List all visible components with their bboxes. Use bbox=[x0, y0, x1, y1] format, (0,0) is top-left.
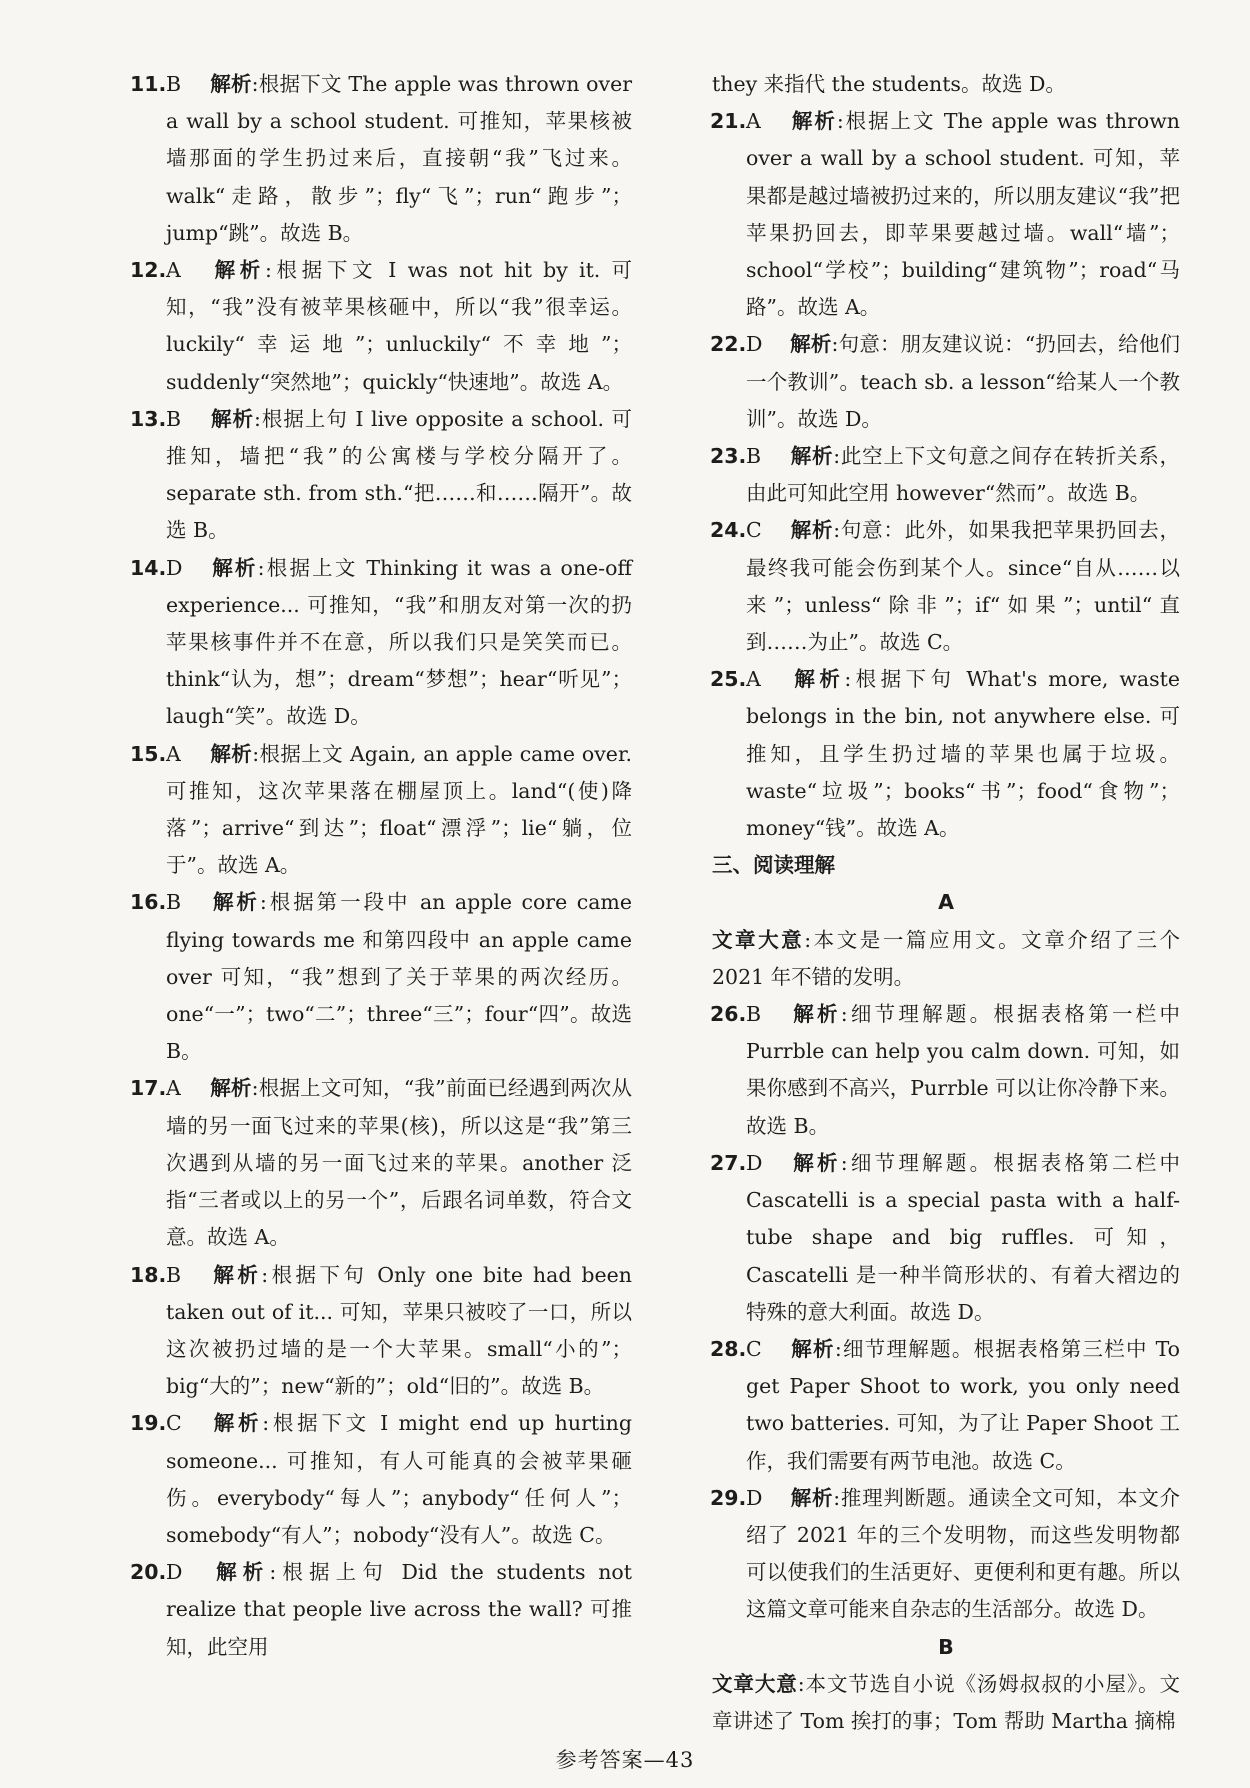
analysis-text: :句意：此外，如果我把苹果扔回去，最终我可能会伤到某个人。since“自从……以来”；unless“除非”；if“如果”；until“直到……为止”。故选 C。 bbox=[746, 518, 1181, 655]
analysis-text: :根据第一段中 an apple core came flying towards me 和第四段中 an apple came over 可知，“我”想到了关于苹果的两次经历。one“一”；two“二”；three“三”；four“四”。故选 B。 bbox=[166, 890, 632, 1064]
question-number: 26. bbox=[710, 1002, 747, 1027]
answer-item bbox=[132, 401, 632, 550]
answer-item bbox=[712, 512, 1180, 661]
answer-letter: D bbox=[166, 555, 183, 580]
answer-letter: A bbox=[166, 258, 181, 283]
answer-letter: D bbox=[166, 1560, 183, 1585]
question-number: 11. bbox=[130, 72, 167, 96]
answer-item bbox=[712, 996, 1180, 1145]
analysis-label: 解析 bbox=[210, 72, 252, 96]
analysis-text: :根据上文 Again, an apple came over. 可推知，这次苹果落在棚屋顶上。land“(使)降落”；arrive“到达”；float“漂浮”；lie“躺，位于”。故选 A。 bbox=[166, 741, 633, 878]
answer-list-b bbox=[712, 996, 1180, 1628]
answer-item bbox=[132, 66, 632, 252]
answer-item bbox=[132, 884, 632, 1070]
analysis-label: 解析 bbox=[210, 741, 253, 766]
analysis-text: :根据下句 Only one bite had been taken out of it... 可知，苹果只被咬了一口，所以这次被扔过墙的是一个大苹果。small“小的”；big“大的”；new“新的”；old“旧的”。故选 B。 bbox=[166, 1262, 633, 1399]
answer-letter: A bbox=[746, 667, 761, 692]
question-number: 19. bbox=[130, 1411, 167, 1436]
answer-letter: D bbox=[746, 1485, 763, 1510]
analysis-text: :根据下文 I was not hit by it. 可知，“我”没有被苹果核砸中，所以“我”很幸运。luckily“幸运地”；unluckily“不幸地”；suddenly“突然地”；quickly“快速地”。故选 A。 bbox=[166, 258, 632, 394]
analysis-text: :细节理解题。根据表格第二栏中 Cascatelli is a special pasta with a half-tube shape and big ruffles. 可知，Cascatelli 是一种半筒形状的、有着大褶边的特殊的意大利面。故选 D。 bbox=[746, 1150, 1181, 1324]
answer-item bbox=[712, 438, 1180, 512]
analysis-text: :细节理解题。根据表格第三栏中 To get Paper Shoot to work, you only need two batteries. 可知，为了让 Paper Shoot 工作，我们需要有两节电池。故选 C。 bbox=[746, 1336, 1181, 1473]
answer-letter: A bbox=[166, 1076, 181, 1101]
summary-b-text: :本文节选自小说《汤姆叔叔的小屋》。文章讲述了 Tom 挨打的事；Tom 帮助 Martha 摘棉 bbox=[712, 1671, 1181, 1733]
answer-content bbox=[166, 1560, 632, 1658]
answer-letter: B bbox=[166, 72, 182, 96]
answer-letter: B bbox=[746, 1002, 762, 1027]
analysis-text: :推理判断题。通读全文可知，本文介绍了 2021 年的三个发明物，而这些发明物都可以使我们的生活更好、更便利和更有趣。所以这篇文章可能来自杂志的生活部分。故选 D。 bbox=[746, 1485, 1181, 1622]
analysis-label: 解析 bbox=[790, 444, 834, 469]
analysis-label: 解析 bbox=[790, 1485, 834, 1510]
answer-content bbox=[166, 258, 632, 394]
answer-content bbox=[746, 109, 1180, 319]
analysis-label: 解析 bbox=[210, 1076, 252, 1101]
question-number: 17. bbox=[130, 1076, 167, 1101]
answer-item bbox=[132, 1257, 632, 1406]
answer-content bbox=[746, 1151, 1180, 1324]
answer-letter: D bbox=[746, 1150, 763, 1175]
summary-b bbox=[712, 1666, 1180, 1740]
analysis-label: 解析 bbox=[790, 1150, 841, 1175]
answer-item bbox=[712, 661, 1180, 847]
analysis-label: 解析 bbox=[790, 518, 834, 543]
analysis-text: :根据上句 I live opposite a school. 可推知，墙把“我”的公寓楼与学校分隔开了。separate sth. from sth.“把……和……隔开”。故选 B。 bbox=[166, 406, 632, 543]
answer-content bbox=[746, 667, 1180, 840]
answer-content bbox=[746, 1002, 1180, 1138]
answer-content bbox=[166, 1263, 632, 1399]
answer-letter: C bbox=[746, 518, 762, 543]
summary-b-label: 文章大意 bbox=[712, 1671, 798, 1696]
analysis-text: :此空上下文句意之间存在转折关系，由此可知此空用 however“然而”。故选 B。 bbox=[746, 444, 1181, 506]
answer-list-a bbox=[712, 103, 1180, 847]
page-footer: 参考答案—43 bbox=[555, 1748, 695, 1772]
analysis-label: 解析 bbox=[210, 890, 260, 915]
summary-a-text: :本文是一篇应用文。文章介绍了三个 2021 年不错的发明。 bbox=[712, 927, 1180, 989]
answer-content bbox=[746, 444, 1180, 505]
analysis-text: :根据上文可知，“我”前面已经遇到两次从墙的另一面飞过来的苹果(核)，所以这是“我”第三次遇到从墙的另一面飞过来的苹果。another 泛指“三者或以上的另一个”，后跟名词单数，符合文意。故选 A。 bbox=[166, 1076, 633, 1250]
question-number: 15. bbox=[130, 741, 167, 766]
answer-letter: D bbox=[746, 332, 763, 357]
answer-letter: C bbox=[166, 1411, 182, 1436]
answer-content bbox=[746, 332, 1180, 430]
question-number: 12. bbox=[130, 258, 167, 283]
answer-content bbox=[746, 1486, 1180, 1622]
question-number: 20. bbox=[130, 1560, 167, 1585]
part-a-heading: A bbox=[938, 890, 954, 915]
summary-a-label: 文章大意 bbox=[712, 927, 805, 952]
analysis-text: :根据上文 Thinking it was a one-off experience... 可推知，“我”和朋友对第一次的扔苹果核事件并不在意，所以我们只是笑笑而已。think“认为，想”；dream“梦想”；hear“听见”；laugh“笑”。故选 D。 bbox=[166, 555, 632, 729]
right-column bbox=[712, 66, 1180, 1740]
analysis-text: :根据下文 I might end up hurting someone... 可推知，有人可能真的会被苹果砸伤。everybody“每人”；anybody“任何人”；somebody“有人”；nobody“没有人”。故选 C。 bbox=[166, 1411, 632, 1547]
analysis-label: 解析 bbox=[790, 109, 837, 134]
answer-item bbox=[712, 1480, 1180, 1629]
analysis-text: :根据下文 The apple was thrown over a wall by a school student. 可推知，苹果核被墙那面的学生扔过来后，直接朝“我”飞过来。walk“走路，散步”；fly“飞”；run“跑步”；jump“跳”。故选 B。 bbox=[166, 72, 633, 245]
answer-letter: A bbox=[746, 109, 761, 134]
part-b-heading: B bbox=[938, 1634, 954, 1659]
analysis-text: :根据上文 The apple was thrown over a wall by a school student. 可知，苹果都是越过墙被扔过来的，所以朋友建议“我”把苹果扔回去，即苹果要越过墙。wall“墙”；school“学校”；building“建筑物”；road“马路”。故选 A。 bbox=[746, 109, 1180, 320]
analysis-label: 解析 bbox=[790, 667, 845, 692]
answer-item bbox=[712, 326, 1180, 438]
analysis-label: 解析 bbox=[790, 332, 832, 357]
answer-content bbox=[166, 890, 632, 1063]
question-number: 22. bbox=[710, 332, 747, 357]
question-number: 25. bbox=[710, 667, 747, 692]
answer-item bbox=[132, 252, 632, 401]
analysis-label: 解析 bbox=[210, 1560, 270, 1585]
answer-item bbox=[712, 103, 1180, 326]
question-number: 18. bbox=[130, 1262, 167, 1287]
answer-item bbox=[132, 736, 632, 885]
analysis-text: :句意：朋友建议说：“扔回去，给他们一个教训”。teach sb. a lesson“给某人一个教训”。故选 D。 bbox=[746, 332, 1181, 431]
answer-content bbox=[166, 72, 632, 245]
answer-item bbox=[132, 1070, 632, 1256]
analysis-label: 解析 bbox=[210, 1411, 263, 1436]
answer-content bbox=[166, 1411, 632, 1547]
analysis-label: 解析 bbox=[210, 406, 254, 431]
left-column bbox=[132, 66, 632, 1666]
analysis-label: 解析 bbox=[790, 1002, 841, 1027]
question-number: 21. bbox=[710, 109, 747, 134]
answer-content bbox=[746, 518, 1180, 654]
analysis-label: 解析 bbox=[210, 258, 265, 283]
question-number: 24. bbox=[710, 518, 747, 543]
question-number: 13. bbox=[130, 406, 167, 431]
analysis-text: :根据上句 Did the students not realize that people live across the wall? 可推知，此空用 bbox=[166, 1560, 632, 1659]
answer-content bbox=[166, 407, 632, 543]
analysis-text: :细节理解题。根据表格第一栏中 Purrble can help you calm down. 可知，如果你感到不高兴，Purrble 可以让你冷静下来。故选 B。 bbox=[746, 1002, 1181, 1138]
question-number: 29. bbox=[710, 1485, 747, 1510]
summary-a bbox=[712, 922, 1180, 996]
answer-letter: B bbox=[166, 406, 182, 431]
answer-content bbox=[166, 556, 632, 729]
answer-content bbox=[166, 742, 632, 878]
question-number: 14. bbox=[130, 555, 167, 580]
answer-letter: C bbox=[746, 1336, 762, 1361]
answer-letter: B bbox=[746, 444, 762, 469]
analysis-label: 解析 bbox=[210, 1262, 262, 1287]
answer-item bbox=[132, 550, 632, 736]
answer-item bbox=[712, 1331, 1180, 1480]
answer-content bbox=[166, 1076, 632, 1249]
analysis-text: :根据下句 What's more, waste belongs in the bin, not anywhere else. 可推知，且学生扔过墙的苹果也属于垃圾。waste“垃圾”；books“书”；food“食物”；money“钱”。故选 A。 bbox=[746, 667, 1181, 841]
analysis-label: 解析 bbox=[210, 555, 258, 580]
answer-letter: B bbox=[166, 1262, 182, 1287]
answer-item bbox=[132, 1405, 632, 1554]
question-number: 16. bbox=[130, 890, 167, 915]
analysis-label: 解析 bbox=[790, 1336, 835, 1361]
question-number: 23. bbox=[710, 444, 747, 469]
answer-item bbox=[132, 1554, 632, 1666]
question-number: 28. bbox=[710, 1336, 747, 1361]
answer-letter: B bbox=[166, 890, 182, 915]
answer-letter: A bbox=[166, 741, 181, 766]
answer-item bbox=[712, 1145, 1180, 1331]
continuation-text: they 来指代 the students。故选 D。 bbox=[712, 72, 1066, 96]
answer-content bbox=[746, 1337, 1180, 1473]
section-title: 三、阅读理解 bbox=[712, 853, 835, 878]
question-number: 27. bbox=[710, 1150, 747, 1175]
